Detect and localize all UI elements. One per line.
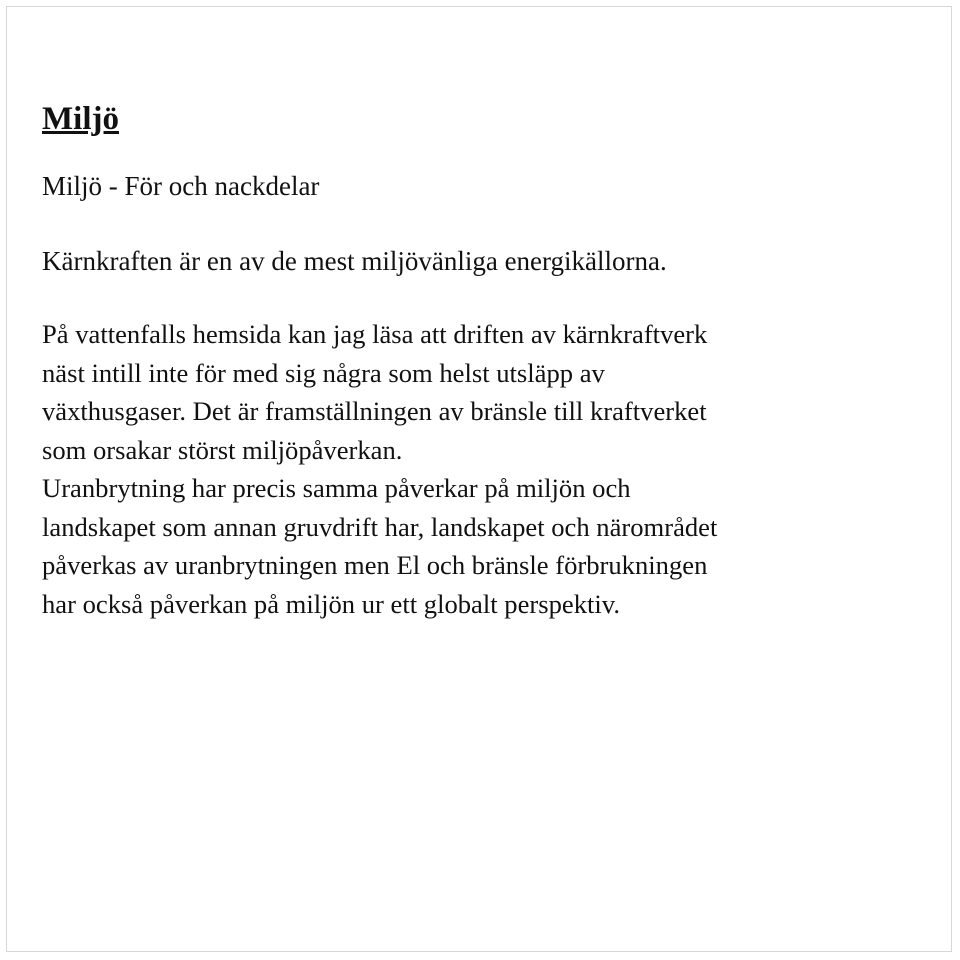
body-line: som orsakar störst miljöpåverkan.	[42, 434, 403, 465]
body-line: Uranbrytning har precis samma påverkar på miljön och	[42, 473, 631, 503]
body-paragraph	[42, 315, 912, 623]
body-line: har också påverkan på miljön ur ett globalt perspektiv.	[42, 588, 620, 619]
document-content	[42, 97, 912, 623]
document-page	[6, 6, 952, 952]
body-line: näst intill inte för med sig några som helst utsläpp av	[42, 357, 605, 388]
intro-paragraph: Kärnkraften är en av de mest miljövänliga energikällorna.	[42, 246, 667, 276]
body-line: påverkas av uranbrytningen men El och bränsle förbrukningen	[42, 550, 708, 580]
body-line: växthusgaser. Det är framställningen av bränsle till kraftverket	[42, 396, 707, 426]
body-line: På vattenfalls hemsida kan jag läsa att driften av kärnkraftverk	[42, 319, 708, 349]
body-line: landskapet som annan gruvdrift har, landskapet och närområdet	[42, 511, 718, 542]
page-title: Miljö	[42, 101, 119, 137]
subtitle: Miljö - För och nackdelar	[42, 171, 320, 201]
